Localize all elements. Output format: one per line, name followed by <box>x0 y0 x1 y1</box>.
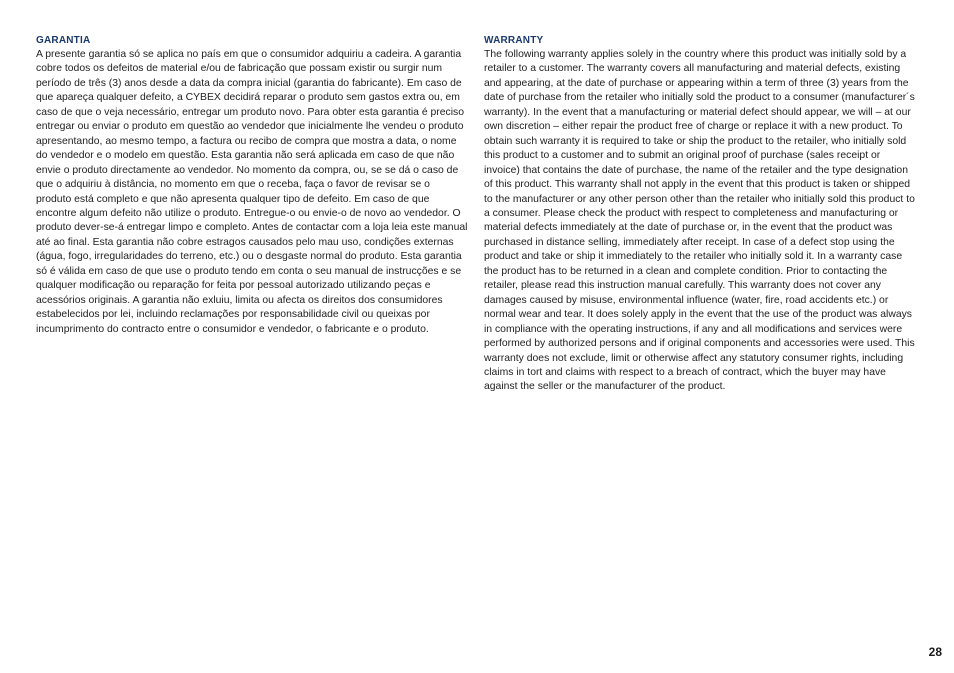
section-body-garantia: A presente garantia só se aplica no país em que o consumidor adquiriu a cadeira. A garantia cobre todos os defeitos de material e/ou de fabricação que possam existir ou surgir num período de três (3) anos desde a data da compra inicial (garantia do fabricante). Em caso de que apareça qualquer defeito, a CYBEX decidirá reparar o produto sem gastos extra ou, em caso de que o veja necessário, entregar um produto novo. Para obter esta garantia é preciso entregar ou enviar o produto em questão ao vendedor que inicialmente lhe vendeu o produto apresentando, ao mesmo tempo, a factura ou recibo de compra que mostra a data, o nome do vendedor e o modelo em questão. Esta garantia não será aplicada em caso de que não envie o produto directamente ao vendedor. No momento da compra, ou, se se dá o caso de que o adquiriu à distância, no momento em que o receba, faça o favor de revisar se o produto está completo e que não apresenta qualquer tipo de defeito. Em caso de que encontre algum defeito não utilize o produto. Entregue-o ou envie-o de novo ao vendedor. O produto dever-se-á entregar limpo e completo. Antes de contactar com a loja leia este manual até ao final. Esta garantia não cobre estragos causados pelo mau uso, condições externas (água, fogo, irregularidades do terreno, etc.) ou o desgaste normal do produto. Esta garantia só é válida em caso de que use o produto tendo em conta o seu manual de instrucções e se qualquer modificação ou reparação for feita por pessoal autorizado utilizando peças e acessórios originais. A garantia não exluiu, limita ou afecta os direitos dos consumidores estabelecidos por lei, incluindo reclamações por responsabilidade civil ou queixas por incumprimento do contracto entre o consumidor e vendedor, o fabricante e o produto. <box>36 49 468 335</box>
section-heading-garantia: GARANTIA <box>36 35 91 46</box>
page-number: 28 <box>928 645 942 659</box>
warranty-section-portuguese <box>36 34 468 337</box>
warranty-section-english <box>484 34 916 395</box>
section-body-warranty: The following warranty applies solely in the country where this product was initially sold by a retailer to a customer. The warranty covers all manufacturing and material defects, existing and appearing, at the date of purchase or appearing within a term of three (3) years from the date of purchase from the retailer who initially sold the product to a consumer (manufacturer´s warranty). In the event that a manufacturing or material defect should appear, we will – at our own discretion – either repair the product free of charge or replace it with a new product. To obtain such warranty it is required to take or ship the product to the retailer, who initially sold this product to a customer and to submit an original proof of purchase (sales receipt or invoice) that contains the date of purchase, the name of the retailer and the type designation of this product. This warranty shall not apply in the event that this product is taken or shipped to the manufacturer or any other person other than the retailer who initially sold this product to a consumer. Please check the product with respect to completeness and manufacturing or material defects immediately at the date of purchase or, in the event that the product was purchased in distance selling, immediately after receipt. In case of a defect stop using the product and take or ship it immediately to the retailer who initially sold it. In a warranty case the product has to be returned in a clean and complete condition. Prior to contacting the retailer, please read this instruction manual carefully. This warranty does not cover any damages caused by misuse, environmental influence (water, fire, road accidents etc.) or normal wear and tear. It does solely apply in the event that the use of the product was always in compliance with the operating instructions, if any and all modifications and services were performed by authorized persons and if original components and accessories were used. This warranty does not exclude, limit or otherwise affect any statutory consumer rights, including claims in tort and claims with respect to a breach of contract, which the buyer may have against the seller or the manufacturer of the product. <box>484 49 915 393</box>
section-heading-warranty: WARRANTY <box>484 35 544 46</box>
